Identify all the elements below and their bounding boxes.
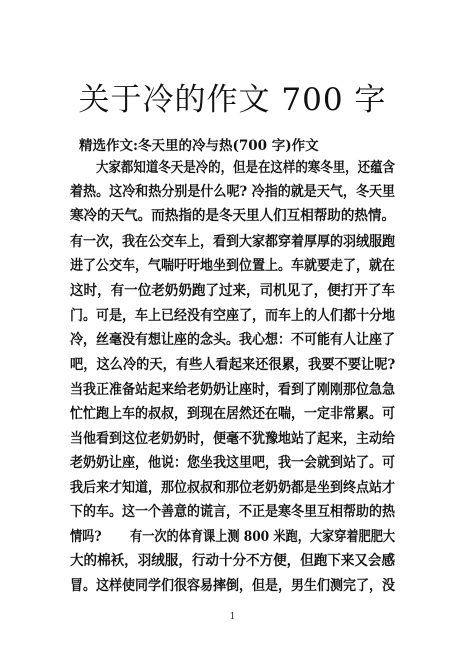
document-title: 关于冷的作文 700 字 [78,82,387,118]
body-line: 吧，这么冷的天，有些人看起来还很累，我要不要让呢? [70,357,396,373]
body-line: 情吗? 有一次的体育课上测 800 米跑，大家穿着肥肥大 [70,529,396,545]
page-number: 1 [229,612,236,622]
body-line: 我后来才知道，那位叔叔和那位老奶奶都是坐到终点站才 [70,480,396,496]
body-line: 冒。这样使同学们很容易摔倒，但是，男生们测完了，没 [70,578,396,594]
body-line: 进了公交车，气喘吁吁地坐到位置上。车就要走了，就在 [70,258,396,274]
body-line: 有一次，我在公交车上，看到大家都穿着厚厚的羽绒服跑 [70,234,396,250]
body-line: 老奶奶让座，他说：您坐我这里吧，我一会就到站了。可 [70,455,396,471]
body-line: 门。可是，车上已经没有空座了，而车上的人们都十分地 [70,308,396,324]
body-line: 下的车。这一个善意的谎言，不正是寒冬里互相帮助的热 [70,504,396,520]
body-line: 忙忙跑上车的叔叔，到现在居然还在喘，一定非常累。可 [70,406,396,422]
body-line: 着热。这冷和热分别是什么呢? 冷指的就是天气，冬天里 [70,184,396,200]
body-line: 冷，丝毫没有想让座的念头。我心想：不可能有人让座了 [70,332,396,348]
body-line: 大的棉袄，羽绒服，行动十分不方便，但跑下来又会感 [70,553,396,569]
body-line: 当他看到这位老奶奶时，便毫不犹豫地站了起来，主动给 [70,431,396,447]
body-line: 寒冷的天气。而热指的是冬天里人们互相帮助的热情。 [70,208,396,224]
body-line: 这时，有一位老奶奶跑了过来，司机见了，便打开了车 [70,283,396,299]
document-subtitle: 精选作文:冬天里的冷与热(700 字)作文 [79,138,319,154]
body-line: 大家都知道冬天是冷的，但是在这样的寒冬里，还蕴含 [96,160,396,176]
body-line: 当我正准备站起来给老奶奶让座时，看到了刚刚那位急急 [70,382,396,398]
